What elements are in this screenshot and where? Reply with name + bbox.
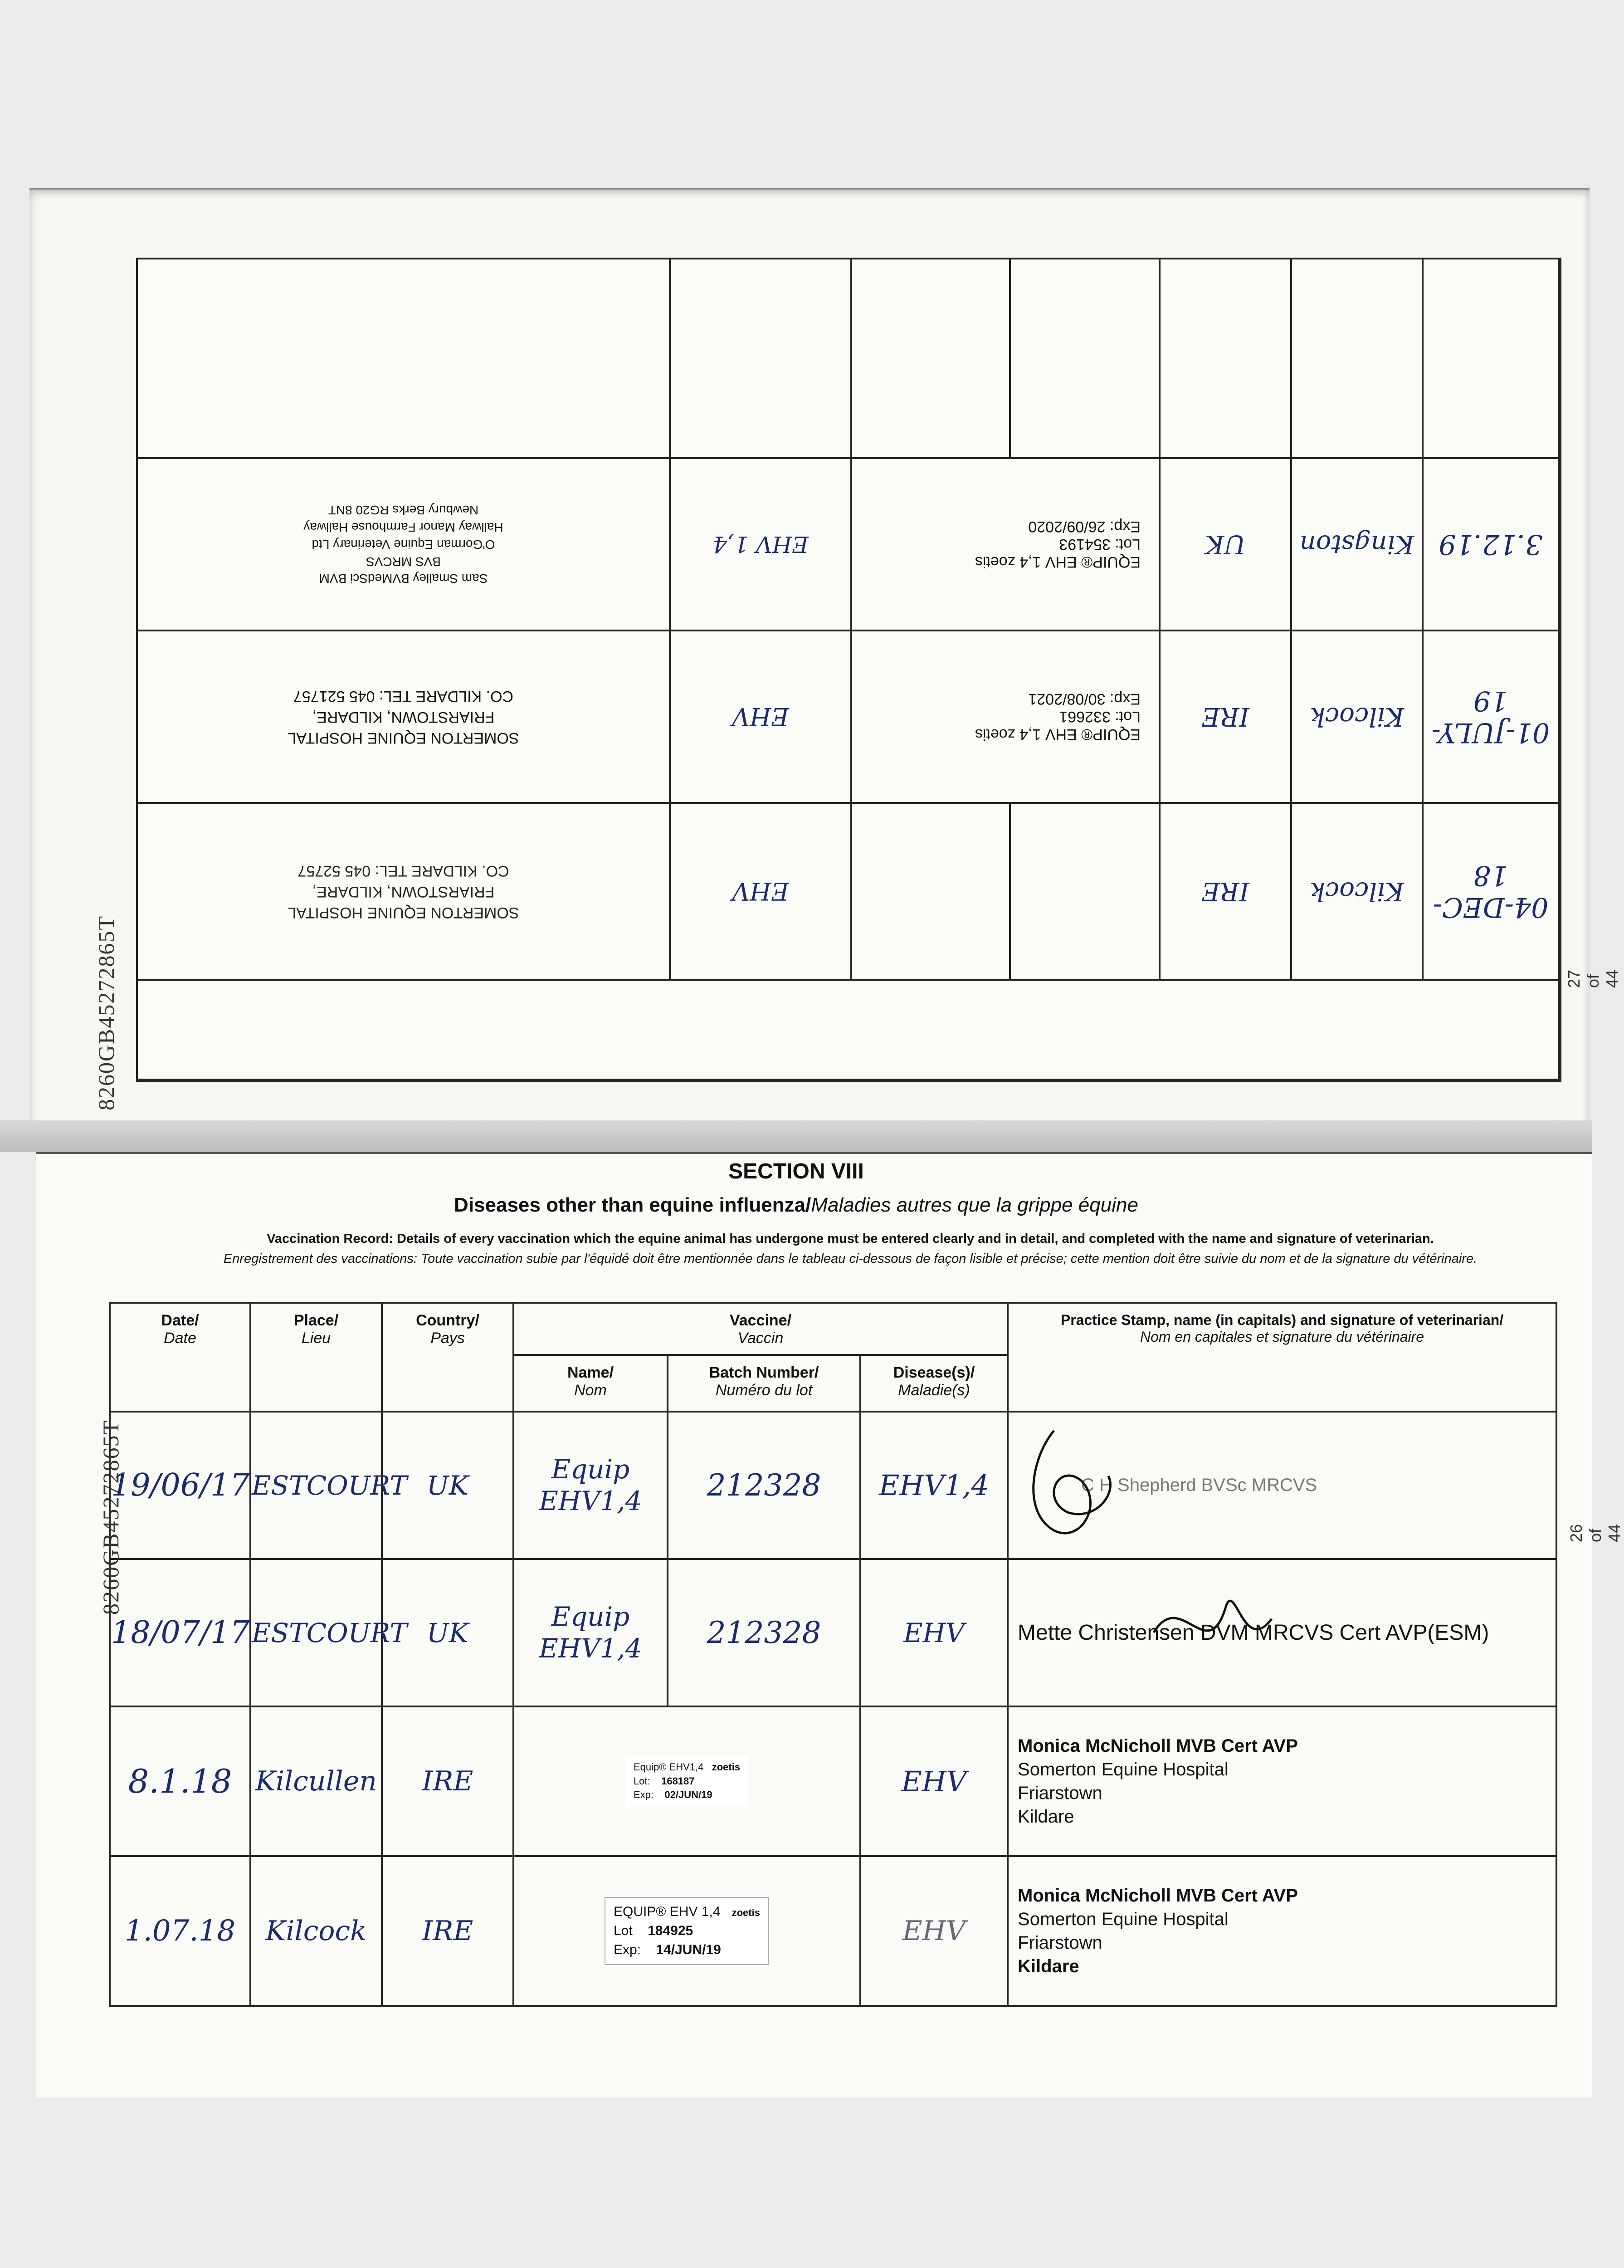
cell-date: 18/07/17 xyxy=(110,1559,250,1706)
cell-country: UK xyxy=(382,1559,513,1706)
cell-place: Kilcock xyxy=(250,1856,382,2006)
cell-practice-stamp: C H Shepherd BVSc MRCVS xyxy=(1008,1412,1556,1559)
horse-id-upper: 8260GB45272865T xyxy=(93,915,119,1110)
signature-scribble xyxy=(1013,1422,1131,1549)
book-gutter xyxy=(0,1120,1592,1152)
table-row xyxy=(110,1856,1556,2006)
upper-vaccination-table xyxy=(136,258,1561,1082)
cell-date: 1.07.18 xyxy=(110,1856,250,2006)
table-row xyxy=(110,1706,1556,1856)
cell-place: ESTCOURT xyxy=(250,1559,382,1706)
cell-disease: EHV xyxy=(860,1559,1008,1706)
section-title: Diseases other than equine influenza/Maladies autres que la grippe équine xyxy=(454,1194,1138,1216)
header-stamp: Practice Stamp, name (in capitals) and signature of veterinarian/ Nom en capitales et signature du vétérinaire xyxy=(1008,1303,1556,1412)
instructions-en: Vaccination Record: Details of every vaccination which the equine animal has undergone must be entered clearly and in detail, and completed with the name and signature of veterinarian. xyxy=(267,1232,1434,1246)
table-row xyxy=(110,1412,1556,1559)
header-name: Name/ Nom xyxy=(513,1355,668,1412)
cell-vaccine-stamp: Equip® EHV1,4 zoetis Lot: 168187 Exp: 02/JUN/19 xyxy=(513,1706,860,1856)
table-row: 04-DEC-18 Kilcock IRE EHV SOMERTON EQUINE HOSPITAL FRIARSTOWN, KILDARE, CO. KILDARE TEL: 045 52757 xyxy=(137,803,1559,980)
cell-vaccine-name: Equip EHV1,4 xyxy=(513,1559,668,1706)
header-country: Country/ Pays xyxy=(382,1303,513,1412)
cell-date: 8.1.18 xyxy=(110,1706,250,1856)
practice-stamp: Sam Smalley BVMedSci BVM BVS MRCVS O'Gorman Equine Veterinary Ltd Hallway Manor Farmhouse Hallway Newbury Berks RG20 8NT xyxy=(137,458,670,631)
vaccination-table xyxy=(109,1302,1557,2007)
cell-country: IRE xyxy=(382,1856,513,2006)
cell-country: IRE xyxy=(382,1706,513,1856)
cell-practice-stamp: Monica McNicholl MVB Cert AVP Somerton Equine Hospital Friarstown Kildare xyxy=(1008,1856,1556,2006)
cell-place: Kilcullen xyxy=(250,1706,382,1856)
horse-id-lower: 8260GB45272865T xyxy=(98,1420,123,1615)
vaccine-stamp: EQUIP® EHV 1,4 zoetis Lot: 354193 Exp: 26/09/2020 xyxy=(851,458,1160,631)
header-vaccine: Vaccine/ Vaccin xyxy=(513,1303,1008,1355)
signature-scribble xyxy=(1145,1578,1281,1669)
table-row: 01-JULY-19 Kilcock IRE EQUIP® EHV 1,4 zoetis Lot: 332661 Exp: 30/08/2021 EHV SOMERTON EQUINE HOSPITAL FRIARSTOWN, KILDARE, CO. KILDARE TEL: 045 521757 xyxy=(137,631,1559,803)
practice-stamp: SOMERTON EQUINE HOSPITAL FRIARSTOWN, KILDARE, CO. KILDARE TEL: 045 521757 xyxy=(137,631,670,803)
cell-date: 19/06/17 xyxy=(110,1412,250,1559)
cell-vaccine-stamp: EQUIP® EHV 1,4 zoetis Lot 184925 Exp: 14/JUN/19 xyxy=(513,1856,860,2006)
section-number: SECTION VIII xyxy=(728,1159,864,1183)
cell-practice-stamp: Mette Christensen DVM MRCVS Cert AVP(ESM) xyxy=(1008,1559,1556,1706)
page-number-upper: 27 of 44 xyxy=(1565,969,1621,988)
table-row xyxy=(110,1559,1556,1706)
cell-vaccine-name: Equip EHV1,4 xyxy=(513,1412,668,1559)
instructions-fr: Enregistrement des vaccinations: Toute vaccination subie par l'équidé doit être mentionnée dans le tableau ci-dessous de façon lisible et précise; cette mention doit être suivie du nom et de la signature du vétérinaire. xyxy=(223,1251,1478,1266)
cell-batch: 212328 xyxy=(668,1412,860,1559)
header-disease: Disease(s)/ Maladie(s) xyxy=(860,1355,1008,1412)
cell-batch: 212328 xyxy=(668,1559,860,1706)
cell-place: ESTCOURT xyxy=(250,1412,382,1559)
cell-disease: EHV xyxy=(860,1706,1008,1856)
vaccine-stamp: EQUIP® EHV 1,4 zoetis Lot: 332661 Exp: 30/08/2021 xyxy=(851,631,1160,803)
cell-country: UK xyxy=(382,1412,513,1559)
cell-practice-stamp: Monica McNicholl MVB Cert AVP Somerton Equine Hospital Friarstown Kildare xyxy=(1008,1706,1556,1856)
upper-header-blur xyxy=(137,980,1559,1080)
cell-disease: EHV xyxy=(860,1856,1008,2006)
upper-page xyxy=(29,188,1621,1142)
practice-stamp: SOMERTON EQUINE HOSPITAL FRIARSTOWN, KILDARE, CO. KILDARE TEL: 045 52757 xyxy=(137,803,670,980)
header-place: Place/ Lieu xyxy=(250,1303,382,1412)
table-row: 3.12.19 Kingston UK EQUIP® EHV 1,4 zoetis Lot: 354193 Exp: 26/09/2020 EHV 1,4 Sam Smalley BVMedSci BVM BVS MRCVS O'Gorman Equine Veterinary Ltd Hallway Manor Farmhouse Hallway Newbury Berks RG20 8NT xyxy=(137,458,1559,631)
cell-disease: EHV1,4 xyxy=(860,1412,1008,1559)
page-number-lower: 26 of 44 xyxy=(1567,1524,1624,1542)
header-date: Date/ Date xyxy=(110,1303,250,1412)
header-batch: Batch Number/ Numéro du lot xyxy=(668,1355,860,1412)
